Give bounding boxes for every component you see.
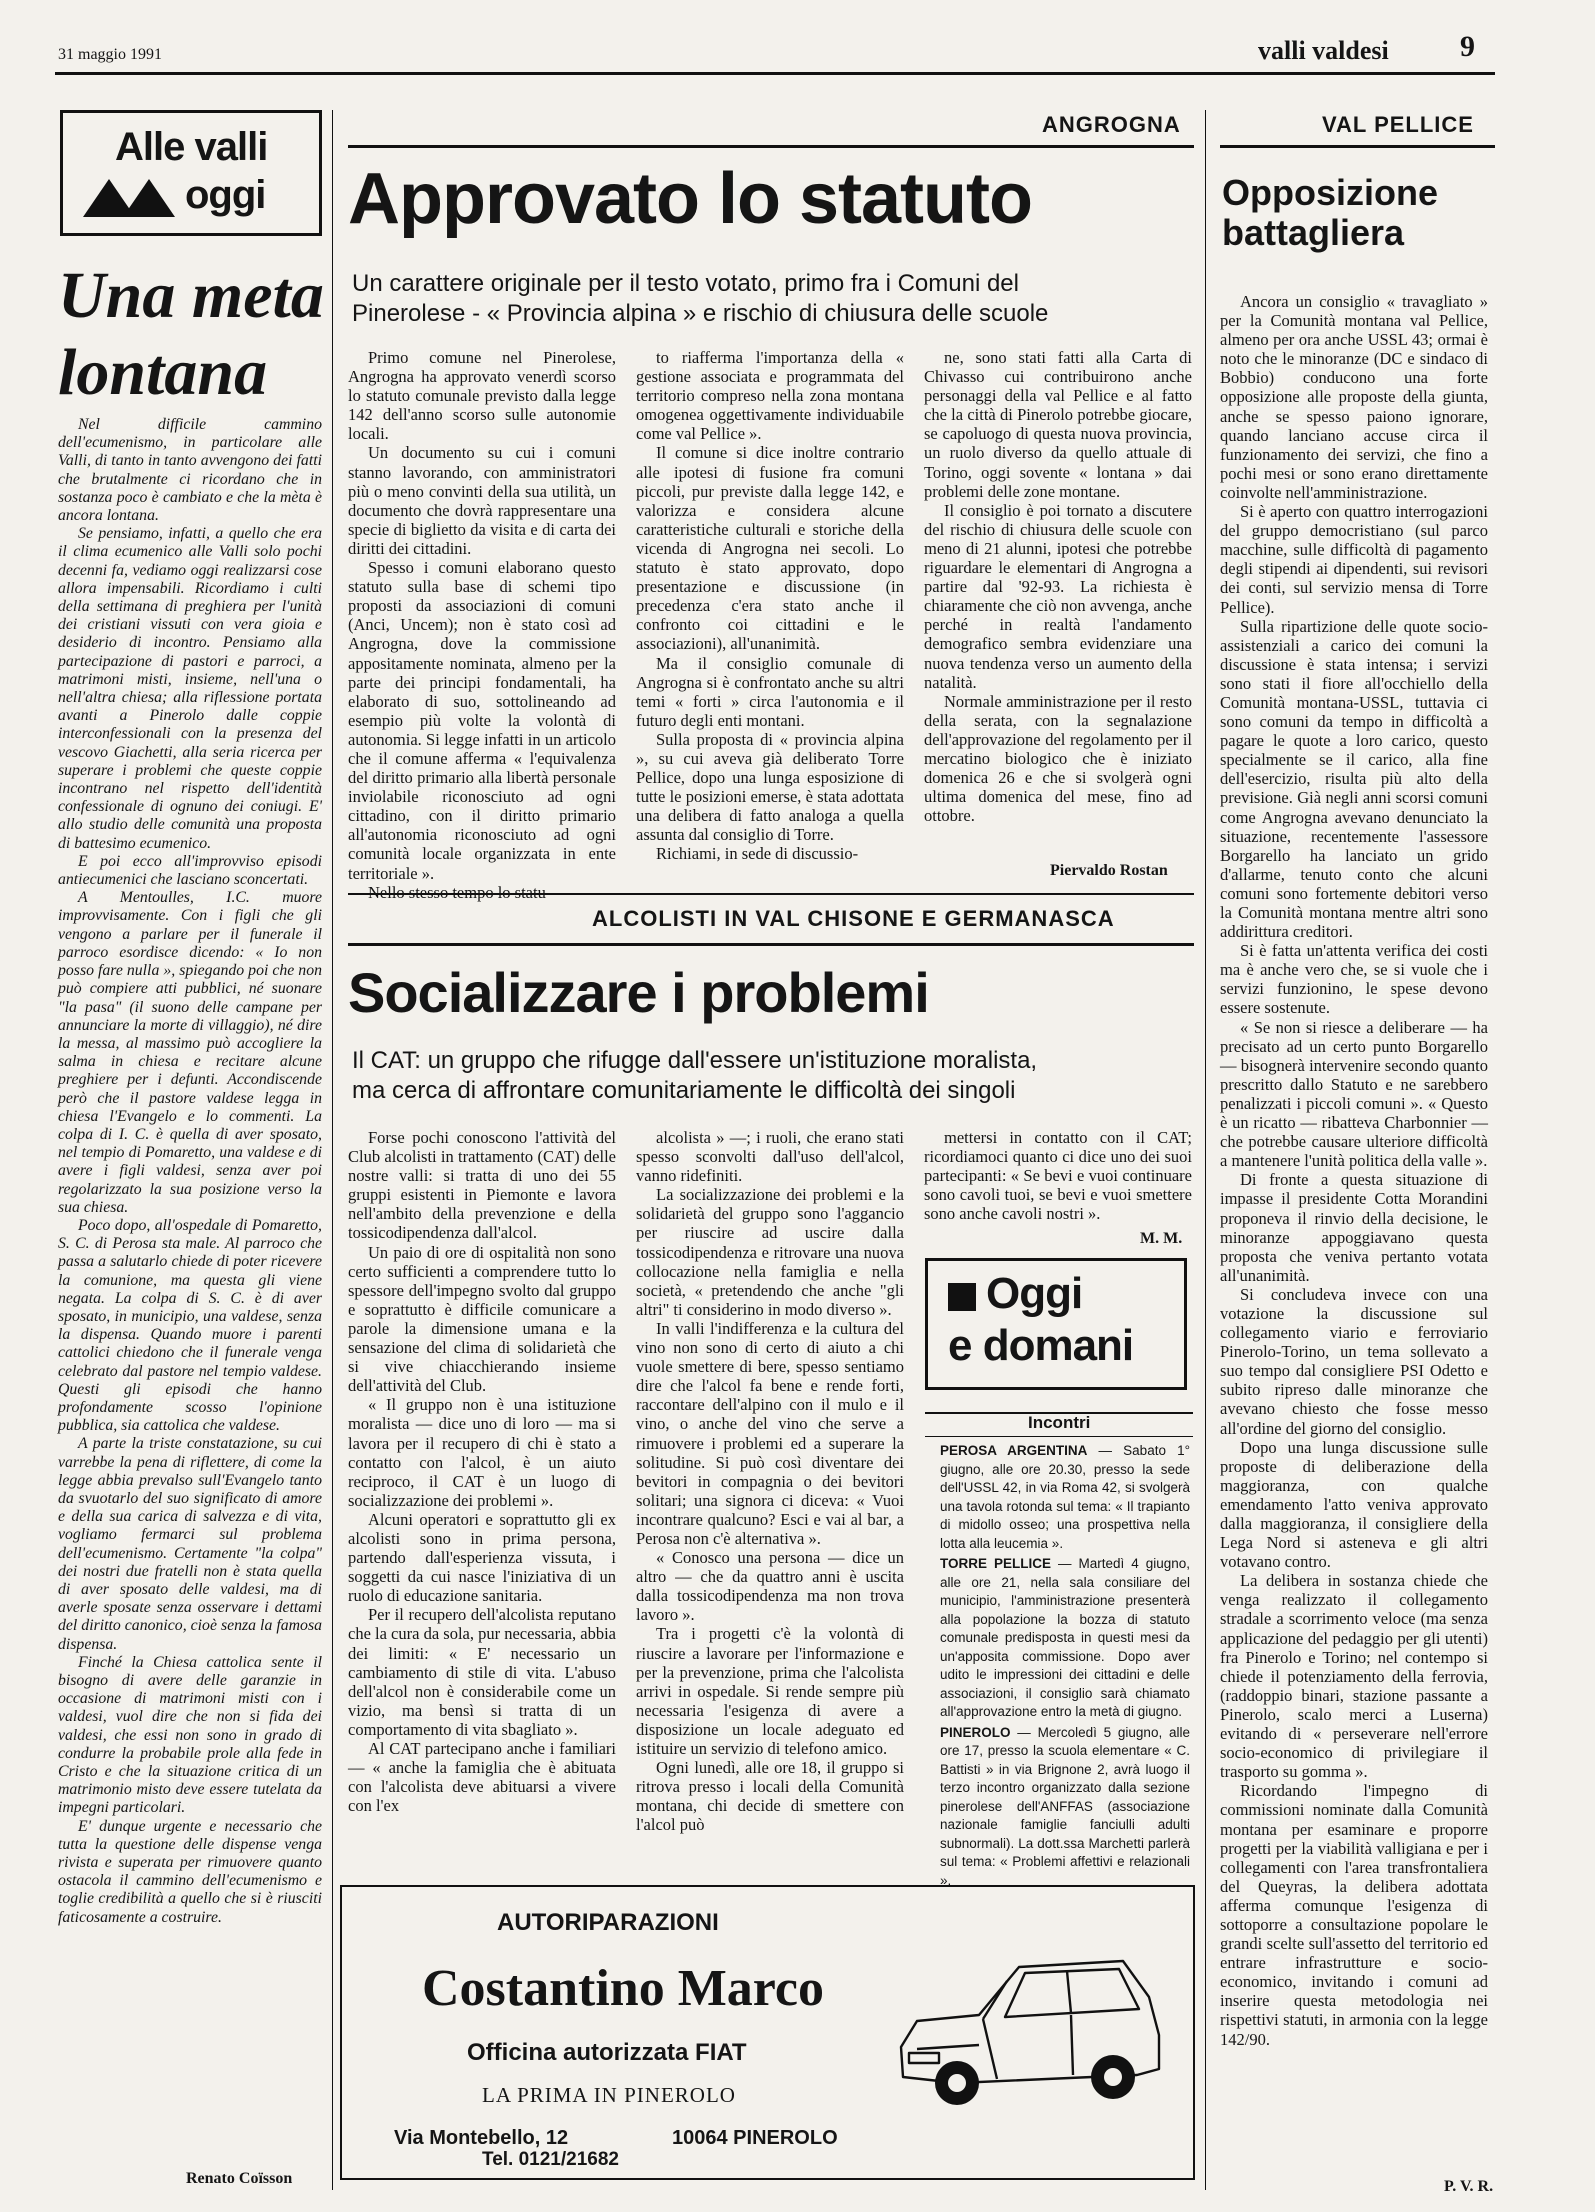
alcolisti-subtitle-1: Il CAT: un gruppo che rifugge dall'essere un'istituzione moralista, [352, 1047, 1038, 1074]
oggi-domani-line2: e domani [948, 1321, 1134, 1370]
incontri-list [940, 1442, 1191, 1888]
editorial-body: Nel difficile cammino dell'ecumenismo, in particolare alle Valli, di tanto in tanto avvengono dei fatti che brutalmente ci ricordano che in sostanza poco è cambiato e che la mèta è ancora lontana. Se pensiamo, infatti, a quello che era il clima ecumenico alle Valli solo pochi decenni fa, vediamo oggi realizzarsi cose allora impensabili. Ricordiamo i culti della settimana di preghiera per l'unità dei cristiani vissuti con vera gioia e desiderio di incontro. Pensiamo alla partecipazione di pastori e parroci, a matrimoni misti, insieme, nell'una o nell'altra chiesa; alla riflessione portata avanti a Pinerolo dalle coppie interconfessionali con la presenza del vescovo Giachetti, alla seria ricerca per superare i problemi che queste coppie incontrano nel rispetto dell'identità confessionale di ognuno dei coniugi. E' allo studio delle comunità una proposta di battesimo ecumenico. E poi ecco all'improvviso episodi antiecumenici che lasciano sconcertati. A Mentoulles, I.C. muore improvvisamente. Con i figli che gli vengono a parlare per il funerale il parroco esordisce dicendo: « Io non posso fare nulla », spiegando poi che non può compiere atti pubblici, né suonare "la pasa" (il suono delle campane per annunciare la morte di villaggio), né dire la messa, al massimo può accogliere la salma in chiesa e recitare alcune preghiere per i defunti. Accondiscende però che il pastore valdese legga in chiesa l'Evangelo e lo commenti. La colpa di I. C. è quella di aver sposato, nel tempio di Pomaretto, una valdese e di avere i figli valdesi, senza aver poi regolarizzato la sua posizione verso la sua chiesa. Poco dopo, all'ospedale di Pomaretto, S. C. di Perosa sta male. Al parroco che passa a salutarlo chiede di poter ricevere la comunione, ma questa gli viene negata. La colpa di S. C. è di aver sposato, in municipio, una valdese, senza la dispensa. Quando muore i parenti cattolici chiedono che il funerale venga celebrato dal pastore nel tempio valdese. Questi gli episodi che hanno profondamente scosso l'opinione pubblica, sia cattolica che valdese. A parte la triste constatazione, su cui varrebbe la pena di riflettere, di come la legge abbia prevalso sull'Evangelo tanto da svuotarlo del suo significato di amore e della sua carica di salvezza e di vita, vogliamo fermarci sul problema dell'ecumenismo. Certamente "la colpa" dei nostri due fratelli non è stata quella di aver sposato delle valdesi, ma di averle sposate senza osservare i dettami del diritto canonico, cioè senza la famosa dispensa. Finché la Chiesa cattolica sente il bisogno di avere delle garanzie in occasione di matrimoni misti con i valdesi, vuol dire che non si fida dei valdesi, che essi non sono in grado di condurre la probabile prole alla fede in Cristo e che la situazione critica di un matrimonio misto deve essere tutelata da impegni particolari. E' dunque urgente e necessario che tutta la questione delle dispense venga rivista e superata per rimuovere quanto ostacola il cammino dell'ecumenismo e toglie credibilità a quello che si è riusciti faticosamente a costruire. [58, 416, 322, 1926]
val-pellice-title-2: battagliera [1222, 212, 1405, 253]
alcolisti-author: M. M. [1140, 1230, 1183, 1247]
incontri-item: PINEROLO — Mercoledì 5 giugno, alle ore 17, presso la scuola elementare « C. Battisti » in via Brignone 2, avrà luogo il terzo incontro organizzato dalla sezione pinerolese dell'ANFFAS (associazione nazionale famiglie fanciulli adulti subnormali). La dott.ssa Marchetti parlerà sul tema: « Problemi affettivi e relazionali ». [940, 1724, 1190, 1888]
mountains-icon [83, 177, 175, 217]
editorial-author: Renato Coïsson [186, 2170, 293, 2187]
newspaper-name: valli valdesi [1258, 36, 1389, 65]
val-pellice-title-1: Opposizione [1222, 172, 1438, 213]
issue-date: 31 maggio 1991 [58, 46, 162, 63]
oggi-domani-line1: Oggi [986, 1269, 1083, 1318]
square-icon [948, 1283, 976, 1311]
val-pellice-section-label: VAL PELLICE [1322, 112, 1474, 137]
alcolisti-subtitle-2: ma cerca di affrontare comunitariamente le difficoltà dei singoli [352, 1077, 1016, 1104]
angrogna-title: Approvato lo statuto [348, 159, 1032, 239]
incontri-rule [925, 1436, 1193, 1437]
alcolisti-section-label: ALCOLISTI IN VAL CHISONE E GERMANASCA [592, 906, 1115, 931]
angrogna-subtitle-2: Pinerolese - « Provincia alpina » e rischio di chiusura delle scuole [352, 300, 1049, 327]
angrogna-section-label: ANGROGNA [1042, 112, 1181, 137]
alcolisti-title: Socializzare i problemi [348, 961, 929, 1024]
angrogna-author: Piervaldo Rostan [1050, 862, 1168, 879]
column-logo [60, 110, 322, 236]
alcolisti-column-2: alcolista » —; i ruoli, che erano stati spesso sconvolti dall'uso dell'alcol, vanno ridefiniti. La socializzazione dei problemi e la solidarietà del gruppo sono l'aggancio per riuscire ad uscire dalla tossicodipendenza e ritrovare una nuova collocazione nella famiglia e nella società, « pretendendo che anche "gli altri" ti considerino in modo diverso ». In valli l'indifferenza e la cultura del vino non sono di certo di aiuto a chi vuole smettere di bere, spesso sentiamo dire che l'alcol fa bene e rende forti, raccontare dell'alpino con il mulo e il vino, o anche del vino che serve a rimuovere i problemi ed a superare la solitudine. Si può così diventare dei bevitori in compagnia o dei bevitori solitari; una signora ci diceva: « Vuoi incontrare qualcuno? Esci e vai al bar, a Perosa non c'è alternativa ». « Conosco una persona — dice un altro — che da quattro anni è uscita dalla tossicodipendenza ma non trova lavoro ». Tra i progetti c'è la volontà di riuscire a lavorare per l'informazione e per la prevenzione, prima che l'alcolista arrivi in ospedale. Si rende sempre più necessaria l'esigenza di avere a disposizione un locale adeguato ed istituire un servizio di telefono amico. Ogni lunedì, alle ore 18, il gruppo si ritrova presso i locali della Comunità montana, chi decide di smettere con l'alcol può [636, 1128, 904, 1835]
incontri-heading: Incontri [1028, 1413, 1091, 1432]
alcolisti-rule-top [348, 893, 1194, 895]
oggi-domani-box [925, 1258, 1187, 1390]
incontri-item: TORRE PELLICE — Martedì 4 giugno, alle ore 21, nella sala consiliare del municipio, l'amministrazione presenterà alla popolazione la bozza di statuto comunale predisposta in questi mesi da un'apposita commissione. Dopo aver udito le impressioni dei cittadini e delle associazioni, il consiglio sarà chiamato all'approvazione entro la metà di giugno. [940, 1556, 1190, 1719]
car-illustration [887, 1937, 1177, 2117]
val-pellice-body: Ancora un consiglio « travagliato » per la Comunità montana val Pellice, almeno per ora anche USSL 43; ormai è noto che le minoranze (DC e sindaco di Bobbio) conducono una forte opposizione alle proposte della giunta, anche se spesso paiono ignorare, quando lanciano accuse circa il funzionamento dei servizi, che fino a pochi mesi or sono erano direttamente coinvolte nell'amministrazione. Si è aperto con quattro interrogazioni del gruppo democristiano (sul parco macchine, sulle difficoltà di pagamento degli stipendi ai dipendenti, sui revisori dei conti, sul servizio mensa di Torre Pellice). Sulla ripartizione delle quote socio-assistenziali a carico dei comuni la discussione è stata intensa; i servizi sono stati il fiore all'occhiello della Comunità montana-USSL, tuttavia ci sono comuni da tempo in difficoltà a pagare le quote a loro carico, questo specialmente se il carico, alla fine dell'esercizio, risulta più alto della previsione. Già negli anni scorsi comuni come Angrogna avevano denunciato la situazione, recentemente l'assessore Borgarello ha lanciato un grido d'allarme, tenuto conto che alcuni comuni sono fortemente debitori verso la Comunità montana mentre altri sono addirittura creditori. Si è fatta un'attenta verifica dei costi ma è anche vero che, se si vuole che i servizi funzionino, le spese devono essere sostenute. « Se non si riesce a deliberare — ha precisato ad un certo punto Borgarello — bisognerà intervenire secondo quanto prescritto dallo Statuto e ne sarebbero penalizzati i piccoli comuni ». « Questo è un ricatto — ribatteva Charbonnier — che potrebbe causare ulteriore difficoltà a mantenere l'unità politica della valle ». Di fronte a questa situazione di impasse il presidente Cotta Morandini proponeva il rinvio della decisione, le minoranze appoggiavano questa proposta che veniva pertanto votata all'unanimità. Si concludeva invece con una votazione la discussione sul collegamento viario e ferroviario Pinerolo-Torino, un tema sollevato a suo tempo dal consigliere PSI Odetto e subito ripreso dalle minoranze che avevano chiesto che fosse messo all'ordine del giorno del consiglio. Dopo una lunga discussione sulle proposte di deliberazione della maggioranza, con qualche emendamento l'atto veniva approvato dalla maggioranza, il consigliere della Lega Nord si asteneva e gli altri votavano contro. La delibera in sostanza chiede che venga realizzato il collegamento stradale a scorrimento veloce (ma senza applicazione del pedaggio per gli utenti) fra Pinerolo e Torino; nel contempo si chiede il potenziamento della ferrovia, (raddoppio binari, stazione passante a Pinerolo, scalo merci a Luserna) evitando di « perseverare nell'errore socio-economico di privilegiare il trasporto su gomma ». Ricordando l'impegno di commissioni nominate dalla Comunità montana per esaminare e proporre progetti per la viabilità valligiana e per i collegamenti con l'area transfrontaliera del Queyras, la delibera adottata afferma comunque l'esigenza di sottoporre a consultazione popolare le grandi scelte sull'assetto del territorio ed entrare infrastrutture e socio-economico, invitando i comuni ad inserire questa metodologia nei rispettivi statuti, in armonia con la legge 142/90. [1220, 292, 1488, 2049]
ad-line1: AUTORIPARAZIONI [497, 1909, 719, 1936]
angrogna-column-1: Primo comune nel Pinerolese, Angrogna ha approvato venerdì scorso lo statuto comunale previsto dalla legge 142 dell'anno scorso sulle autonomie locali. Un documento su cui i comuni stanno lavorando, con amministratori più o meno convinti della sua utilità, un documento che dovrà rappresentare una specie di biglietto da visita e di carta dei diritti dei cittadini. Spesso i comuni elaborano questo statuto sulla base di schemi tipo proposti da associazioni di comuni (Anci, Uncem); non è stato così ad Angrogna, dove la commissione appositamente nominata, almeno per la parte dei principi fondamentali, ha elaborato di suo, sottolineando ad esempio più volte la volontà di autonomia. Si legge infatti in un articolo che il comune afferma « l'equivalenza del diritto primario alla libertà personale inviolabile riconosciuto ad ogni cittadino, con il diritto primario all'autonomia riconosciuto ad ogni comunità locale organizzata in ente territoriale ». [348, 348, 616, 883]
column-divider-left [332, 110, 333, 2190]
ad-address: Via Montebello, 12 [394, 2127, 569, 2149]
advertisement [340, 1885, 1195, 2180]
ad-phone: Tel. 0121/21682 [482, 2149, 619, 2170]
column-divider-right [1205, 110, 1206, 2190]
ad-line3: Officina autorizzata FIAT [467, 2039, 747, 2066]
incontri-item: PEROSA ARGENTINA — Sabato 1° giugno, alle ore 20.30, presso la sede dell'USSL 42, in via Roma 42, si svolgerà una tavola rotonda sul tema: « Il trapianto di midollo osseo; una prospettiva nella lotta alla leucemia ». [940, 1443, 1191, 1551]
angrogna-column-3: ne, sono stati fatti alla Carta di Chivasso cui contribuirono anche personaggi della val Pellice e al fatto che la città di Pinerolo potrebbe giocare, se capoluogo di questa nuova provincia, un ruolo diverso da quello attuale di Torino, oggi sovente « lontana » dai problemi delle zone montane. Il consiglio è poi tornato a discutere del rischio di chiusura delle scuole con meno di 21 alunni, ipotesi che potrebbe riguardare le elementari di Angrogna a partire dal '92-93. La richiesta è chiaramente che ciò non avvenga, anche perché in realtà l'andamento demografico sembra evidenziare una nuova tendenza verso un aumento della natalità. Normale amministrazione per il resto della serata, con la segnalazione dell'approvazione del regolamento per il mercatino biologico che è iniziato domenica 26 e che si svolgerà ogni ultima domenica del mese, fino ad ottobre. [924, 348, 1192, 826]
angrogna-column-2: to riafferma l'importanza della « gestione associata e programmata del territorio compreso nella zona montana omogenea oggettivamente individuabile come val Pellice ». Il comune si dice inoltre contrario alle ipotesi di fusione fra comuni piccoli, pur previste dalla legge 142, e valorizza e considera alcune caratteristiche culturali e storiche della vicenda di Angrogna nei secoli. Lo statuto è stato approvato, dopo presentazione e discussione (in precedenza c'era stato anche il confronto coi cittadini e le associazioni), all'unanimità. Ma il consiglio comunale di Angrogna si è confrontato anche su altri temi « forti » circa l'autonomia e il futuro degli enti montani. Sulla proposta di « provincia alpina », su cui aveva già deliberato Torre Pellice, dopo una lunga esposizione di tutte le posizioni emerse, è stata adottata una delibera di fatto analoga a quella assunta dal consiglio di Torre. Richiami, in sede di discussio- [636, 348, 904, 864]
column-logo-line1: Alle valli [115, 125, 268, 169]
angrogna-rule [348, 145, 1194, 148]
header-rule [55, 72, 1495, 75]
alcolisti-rule [348, 943, 1194, 946]
column-logo-line2: oggi [185, 173, 266, 217]
page-number: 9 [1460, 30, 1475, 63]
angrogna-subtitle-1: Un carattere originale per il testo votato, primo fra i Comuni del [352, 270, 1019, 297]
editorial-title-line1: Una meta [58, 259, 324, 332]
ad-city: 10064 PINEROLO [672, 2127, 838, 2149]
editorial-title-line2: lontana [58, 336, 268, 409]
ad-business-name: Costantino Marco [422, 1960, 825, 2017]
val-pellice-author: P. V. R. [1444, 2178, 1494, 2195]
alcolisti-column-3: mettersi in contatto con il CAT; ricordiamoci quanto ci dice uno dei suoi partecipanti: « Se bevi e vuoi continuare sono cavoli tuoi, se bevi e vuoi smettere sono anche cavoli nostri ». [924, 1128, 1192, 1224]
val-pellice-rule [1220, 145, 1495, 148]
alcolisti-column-1: Forse pochi conoscono l'attività del Club alcolisti in trattamento (CAT) delle nostre valli: si tratta di uno dei 55 gruppi esistenti in Piemonte e lavora nell'ambito della prevenzione e della tossicodipendenza dall'alcol. Un paio di ore di ospitalità non sono certo sufficienti a comprendere tutto lo spessore dell'impegno svolto dal gruppo e soprattutto è difficile comunicare a parole la dimensione umana e la sensazione del clima di solidarietà che si vive chiacchierando insieme dell'attività del Club. « Il gruppo non è una istituzione moralista — dice uno di loro — ma si lavora per il recupero di chi è stato a contatto con l'alcol, è un aiuto reciproco, il CAT è un luogo di socializzazione dei problemi ». Alcuni operatori e soprattutto gli ex alcolisti sono in prima persona, partendo dall'esperienza vissuta, i soggetti da cui nasce l'iniziativa di un ruolo di educazione sanitaria. Per il recupero dell'alcolista reputano che la cura da sola, pur necessaria, abbia dei limiti: « E' necessario un cambiamento di stile di vita. L'abuso dell'alcol non è considerabile come un vizio, ma bensì si tratta di un comportamento di vita sbagliato ». Al CAT partecipano anche i familiari — « anche la famiglia che è abituata con l'alcolista deve abituarsi a vivere con l'ex [348, 1128, 616, 1816]
ad-line4: LA PRIMA IN PINEROLO [482, 2083, 736, 2107]
